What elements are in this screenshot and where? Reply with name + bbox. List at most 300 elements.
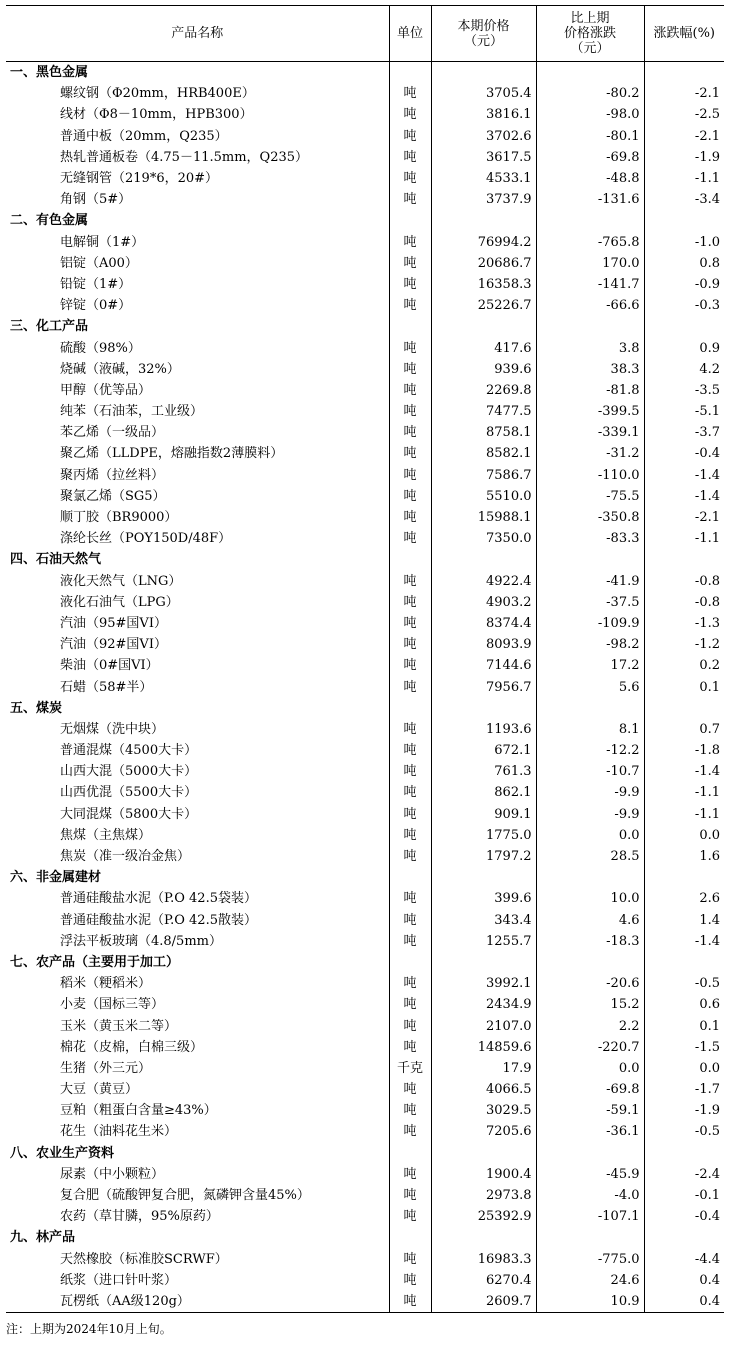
table-row [6, 337, 724, 358]
current-price-cell: 2269.8 [431, 380, 536, 401]
empty-cell [389, 952, 431, 973]
table-row [6, 274, 724, 295]
change-percent-cell: -1.2 [644, 634, 724, 655]
price-table [6, 5, 724, 1313]
change-percent-cell: -2.1 [644, 83, 724, 104]
section-row [6, 316, 724, 337]
section-title: 四、石油天然气 [10, 552, 102, 568]
current-price-cell: 2434.9 [431, 994, 536, 1015]
empty-cell [536, 698, 644, 719]
price-change-cell: 170.0 [536, 253, 644, 274]
table-row [6, 528, 724, 549]
price-change-cell: 0.0 [536, 1058, 644, 1079]
unit-cell: 吨 [389, 486, 431, 507]
change-percent-cell: -0.8 [644, 592, 724, 613]
unit-cell: 吨 [389, 1206, 431, 1227]
table-row [6, 676, 724, 697]
table-row [6, 1185, 724, 1206]
product-name-cell: 聚丙烯（拉丝料） [60, 467, 165, 483]
unit-cell: 吨 [389, 295, 431, 316]
section-row [6, 952, 724, 973]
table-row [6, 973, 724, 994]
unit-cell: 千克 [389, 1058, 431, 1079]
header-price-change-line1: 比上期 [570, 11, 610, 26]
price-change-cell: -765.8 [536, 232, 644, 253]
price-change-cell: -131.6 [536, 189, 644, 210]
price-change-cell: -109.9 [536, 613, 644, 634]
price-change-cell: 0.0 [536, 825, 644, 846]
table-row [6, 486, 724, 507]
change-percent-cell: 1.4 [644, 910, 724, 931]
table-row [6, 1270, 724, 1291]
header-price-change-line2: 价格涨跌 [563, 26, 616, 41]
change-percent-cell: -0.9 [644, 274, 724, 295]
header-price-change-line3: （元） [570, 41, 610, 56]
price-change-cell: -107.1 [536, 1206, 644, 1227]
product-name-cell: 稻米（粳稻米） [60, 976, 152, 992]
price-change-cell: -66.6 [536, 295, 644, 316]
unit-cell: 吨 [389, 253, 431, 274]
change-percent-cell: -1.0 [644, 232, 724, 253]
product-name-cell: 焦炭（准一级冶金焦） [60, 849, 191, 865]
price-change-cell: -12.2 [536, 740, 644, 761]
change-percent-cell: -2.4 [644, 1164, 724, 1185]
empty-cell [389, 316, 431, 337]
unit-cell: 吨 [389, 655, 431, 676]
product-name-cell: 顺丁胶（BR9000） [60, 510, 178, 526]
current-price-cell: 3737.9 [431, 189, 536, 210]
unit-cell: 吨 [389, 359, 431, 380]
unit-cell: 吨 [389, 804, 431, 825]
change-percent-cell: -3.4 [644, 189, 724, 210]
product-name-cell: 硫酸（98%） [60, 340, 141, 356]
product-name-cell: 电解铜（1#） [60, 234, 145, 250]
change-percent-cell: -1.1 [644, 804, 724, 825]
current-price-cell: 5510.0 [431, 486, 536, 507]
empty-cell [644, 1143, 724, 1164]
table-row [6, 761, 724, 782]
table-row [6, 1100, 724, 1121]
price-change-cell: 3.8 [536, 337, 644, 358]
product-name-cell: 聚乙烯（LLDPE，熔融指数2薄膜料） [60, 446, 284, 462]
unit-cell: 吨 [389, 613, 431, 634]
empty-cell [431, 316, 536, 337]
product-name-cell: 花生（油料花生米） [60, 1124, 178, 1140]
price-change-cell: 10.0 [536, 888, 644, 909]
product-name-cell: 浮法平板玻璃（4.8/5mm） [60, 933, 222, 949]
price-change-cell: -83.3 [536, 528, 644, 549]
product-name-cell: 甲醇（优等品） [60, 382, 152, 398]
unit-cell: 吨 [389, 761, 431, 782]
price-change-cell: -80.1 [536, 126, 644, 147]
current-price-cell: 1193.6 [431, 719, 536, 740]
table-row [6, 168, 724, 189]
product-name-cell: 玉米（黄玉米二等） [60, 1018, 178, 1034]
empty-cell [431, 1227, 536, 1248]
price-change-cell: -69.8 [536, 147, 644, 168]
change-percent-cell: 0.4 [644, 1270, 724, 1291]
table-row [6, 1015, 724, 1036]
table-row [6, 443, 724, 464]
current-price-cell: 3992.1 [431, 973, 536, 994]
unit-cell: 吨 [389, 782, 431, 803]
current-price-cell: 3702.6 [431, 126, 536, 147]
change-percent-cell: -3.7 [644, 422, 724, 443]
table-row [6, 740, 724, 761]
section-title: 九、林产品 [10, 1230, 76, 1246]
change-percent-cell: -3.5 [644, 380, 724, 401]
price-change-cell: 28.5 [536, 846, 644, 867]
product-name-cell: 涤纶长丝（POY150D/48F） [60, 531, 232, 547]
change-percent-cell: -1.9 [644, 147, 724, 168]
table-row [6, 910, 724, 931]
product-name-cell: 瓦楞纸（AA级120g） [6, 1291, 389, 1313]
change-percent-cell: -1.4 [644, 931, 724, 952]
change-percent-cell: -4.4 [644, 1249, 724, 1270]
table-header [6, 6, 724, 62]
change-percent-cell: 0.7 [644, 719, 724, 740]
price-change-cell: -75.5 [536, 486, 644, 507]
table-row [6, 1058, 724, 1079]
change-percent-cell: -0.5 [644, 1121, 724, 1142]
current-price-cell: 3816.1 [431, 104, 536, 125]
section-row [6, 62, 724, 84]
current-price-cell: 7956.7 [431, 676, 536, 697]
unit-cell: 吨 [389, 189, 431, 210]
unit-cell: 吨 [389, 1015, 431, 1036]
current-price-cell: 2107.0 [431, 1015, 536, 1036]
empty-cell [389, 698, 431, 719]
product-name-cell: 石蜡（58#半） [60, 679, 153, 695]
product-name-cell: 普通硅酸盐水泥（P.O 42.5散装） [60, 912, 257, 928]
current-price-cell: 4533.1 [431, 168, 536, 189]
table-row [6, 147, 724, 168]
header-current-price [431, 6, 536, 62]
product-name-cell: 铅锭（1#） [60, 276, 132, 292]
section-row [6, 549, 724, 570]
header-change-percent-text: 涨跌幅(%) [653, 26, 715, 41]
change-percent-cell: -0.1 [644, 1185, 724, 1206]
price-change-cell: -110.0 [536, 465, 644, 486]
current-price-cell: 16983.3 [431, 1249, 536, 1270]
unit-cell: 吨 [389, 465, 431, 486]
price-change-cell: -80.2 [536, 83, 644, 104]
section-title: 二、有色金属 [10, 213, 89, 229]
unit-cell: 吨 [389, 1249, 431, 1270]
section-row [6, 1143, 724, 1164]
footnote: 注：上期为2024年10月上旬。 [6, 1322, 172, 1336]
unit-cell: 吨 [389, 380, 431, 401]
change-percent-cell: -1.3 [644, 613, 724, 634]
empty-cell [644, 62, 724, 84]
current-price-cell: 4922.4 [431, 571, 536, 592]
table-row [6, 782, 724, 803]
unit-cell: 吨 [389, 422, 431, 443]
product-name-cell: 大豆（黄豆） [60, 1082, 139, 1098]
unit-cell: 吨 [389, 1270, 431, 1291]
change-percent-cell: -1.9 [644, 1100, 724, 1121]
product-name-cell: 液化石油气（LPG） [60, 594, 179, 610]
price-change-cell: -18.3 [536, 931, 644, 952]
product-name-cell: 锌锭（0#） [60, 298, 132, 314]
section-title: 三、化工产品 [10, 319, 89, 335]
price-change-cell: -399.5 [536, 401, 644, 422]
change-percent-cell: -5.1 [644, 401, 724, 422]
unit-cell: 吨 [389, 592, 431, 613]
table-row [6, 994, 724, 1015]
product-name-cell: 苯乙烯（一级品） [60, 425, 165, 441]
change-percent-cell: 0.1 [644, 1015, 724, 1036]
change-percent-cell: -0.4 [644, 1206, 724, 1227]
table-row [6, 931, 724, 952]
empty-cell [644, 316, 724, 337]
price-change-cell: 24.6 [536, 1270, 644, 1291]
change-percent-cell: -1.7 [644, 1079, 724, 1100]
change-percent-cell: -2.1 [644, 126, 724, 147]
unit-cell: 吨 [389, 994, 431, 1015]
table-row [6, 804, 724, 825]
section-title: 八、农业生产资料 [10, 1145, 115, 1161]
current-price-cell: 399.6 [431, 888, 536, 909]
current-price-cell: 7205.6 [431, 1121, 536, 1142]
change-percent-cell: -0.5 [644, 973, 724, 994]
current-price-cell: 672.1 [431, 740, 536, 761]
price-change-cell: -20.6 [536, 973, 644, 994]
current-price-cell: 1775.0 [431, 825, 536, 846]
price-change-cell: -37.5 [536, 592, 644, 613]
price-change-cell: -220.7 [536, 1037, 644, 1058]
product-name-cell: 汽油（92#国VI） [60, 637, 167, 653]
unit-cell: 吨 [389, 337, 431, 358]
empty-cell [389, 210, 431, 231]
current-price-cell: 25392.9 [431, 1206, 536, 1227]
price-change-cell: 10.9 [536, 1291, 644, 1313]
change-percent-cell: 2.6 [644, 888, 724, 909]
table-row [6, 83, 724, 104]
product-name-cell: 无缝钢管（219*6，20#） [60, 171, 219, 187]
change-percent-cell: -0.8 [644, 571, 724, 592]
empty-cell [536, 316, 644, 337]
current-price-cell: 1900.4 [431, 1164, 536, 1185]
product-name-cell: 热轧普通板卷（4.75－11.5mm，Q235） [60, 149, 309, 165]
empty-cell [536, 952, 644, 973]
product-name-cell: 天然橡胶（标准胶SCRWF） [60, 1251, 228, 1267]
product-name-cell: 农药（草甘膦，95%原药） [60, 1209, 219, 1225]
price-change-cell: -48.8 [536, 168, 644, 189]
table-row [6, 422, 724, 443]
product-name-cell: 烧碱（液碱，32%） [60, 361, 180, 377]
unit-cell: 吨 [389, 825, 431, 846]
empty-cell [644, 210, 724, 231]
product-name-cell: 复合肥（硫酸钾复合肥，氮磷钾含量45%） [60, 1188, 310, 1204]
change-percent-cell: -1.4 [644, 465, 724, 486]
empty-cell [644, 952, 724, 973]
current-price-cell: 16358.3 [431, 274, 536, 295]
empty-cell [431, 62, 536, 84]
price-change-cell: -69.8 [536, 1079, 644, 1100]
unit-cell: 吨 [389, 1037, 431, 1058]
table-row [6, 592, 724, 613]
current-price-cell: 20686.7 [431, 253, 536, 274]
section-row [6, 1227, 724, 1248]
current-price-cell: 1255.7 [431, 931, 536, 952]
change-percent-cell: -1.1 [644, 168, 724, 189]
header-product-name-text: 产品名称 [171, 26, 224, 41]
current-price-cell: 3029.5 [431, 1100, 536, 1121]
product-name-cell: 聚氯乙烯（SG5） [60, 488, 166, 504]
unit-cell: 吨 [389, 1291, 431, 1313]
price-change-cell: -98.0 [536, 104, 644, 125]
product-name-cell: 纸浆（进口针叶浆） [60, 1272, 178, 1288]
table-row [6, 507, 724, 528]
unit-cell: 吨 [389, 571, 431, 592]
current-price-cell: 8093.9 [431, 634, 536, 655]
unit-cell: 吨 [389, 401, 431, 422]
change-percent-cell: -2.5 [644, 104, 724, 125]
header-change-percent [644, 6, 724, 62]
change-percent-cell: 0.0 [644, 1058, 724, 1079]
current-price-cell: 7477.5 [431, 401, 536, 422]
section-title: 五、煤炭 [10, 700, 63, 716]
empty-cell [431, 210, 536, 231]
product-name-cell: 纯苯（石油苯，工业级） [60, 404, 204, 420]
product-name-cell: 普通混煤（4500大卡） [60, 743, 198, 759]
section-title: 一、黑色金属 [10, 65, 89, 81]
product-name-cell: 生猪（外三元） [60, 1060, 152, 1076]
unit-cell: 吨 [389, 719, 431, 740]
change-percent-cell: -1.4 [644, 486, 724, 507]
table-row [6, 888, 724, 909]
price-change-cell: -59.1 [536, 1100, 644, 1121]
price-change-cell: 38.3 [536, 359, 644, 380]
empty-cell [389, 549, 431, 570]
unit-cell: 吨 [389, 1079, 431, 1100]
price-change-cell: -45.9 [536, 1164, 644, 1185]
table-row [6, 295, 724, 316]
change-percent-cell: -0.4 [644, 443, 724, 464]
product-name-cell: 螺纹钢（Φ20mm，HRB400E） [60, 86, 255, 102]
empty-cell [536, 867, 644, 888]
empty-cell [536, 62, 644, 84]
unit-cell: 吨 [389, 83, 431, 104]
table-row [6, 825, 724, 846]
current-price-cell: 8582.1 [431, 443, 536, 464]
empty-cell [389, 62, 431, 84]
current-price-cell: 2973.8 [431, 1185, 536, 1206]
current-price-cell: 25226.7 [431, 295, 536, 316]
table-row [6, 1206, 724, 1227]
unit-cell: 吨 [389, 888, 431, 909]
empty-cell [389, 867, 431, 888]
table-row [6, 126, 724, 147]
current-price-cell: 939.6 [431, 359, 536, 380]
table-row [6, 719, 724, 740]
unit-cell: 吨 [389, 126, 431, 147]
empty-cell [431, 1143, 536, 1164]
current-price-cell: 761.3 [431, 761, 536, 782]
change-percent-cell: -0.3 [644, 295, 724, 316]
product-name-cell: 柴油（0#国VI） [60, 658, 159, 674]
section-title: 六、非金属建材 [10, 870, 102, 886]
empty-cell [644, 549, 724, 570]
unit-cell: 吨 [389, 634, 431, 655]
price-change-cell: -350.8 [536, 507, 644, 528]
current-price-cell: 1797.2 [431, 846, 536, 867]
current-price-cell: 2609.7 [431, 1291, 536, 1313]
price-change-cell: -9.9 [536, 804, 644, 825]
price-change-cell: 2.2 [536, 1015, 644, 1036]
table-row [6, 359, 724, 380]
unit-cell: 吨 [389, 274, 431, 295]
change-percent-cell: 4.2 [644, 359, 724, 380]
product-name-cell: 尿素（中小颗粒） [60, 1166, 165, 1182]
empty-cell [389, 1227, 431, 1248]
product-name-cell: 液化天然气（LNG） [60, 573, 182, 589]
table-row [6, 1121, 724, 1142]
table-row [6, 1164, 724, 1185]
empty-cell [431, 867, 536, 888]
current-price-cell: 417.6 [431, 337, 536, 358]
unit-cell: 吨 [389, 910, 431, 931]
current-price-cell: 17.9 [431, 1058, 536, 1079]
current-price-cell: 909.1 [431, 804, 536, 825]
change-percent-cell: 0.8 [644, 253, 724, 274]
table-row [6, 465, 724, 486]
change-percent-cell: 0.4 [644, 1291, 724, 1313]
header-current-price-line2: （元） [463, 33, 503, 49]
table-row [6, 1249, 724, 1270]
price-change-cell: -775.0 [536, 1249, 644, 1270]
current-price-cell: 6270.4 [431, 1270, 536, 1291]
product-name-cell: 汽油（95#国VI） [60, 615, 167, 631]
current-price-cell: 4066.5 [431, 1079, 536, 1100]
change-percent-cell: 0.2 [644, 655, 724, 676]
product-name-cell: 角钢（5#） [60, 192, 132, 208]
header-unit-text: 单位 [396, 26, 423, 41]
table-row [6, 1079, 724, 1100]
price-change-cell: -9.9 [536, 782, 644, 803]
empty-cell [536, 210, 644, 231]
change-percent-cell: 0.1 [644, 676, 724, 697]
table-row [6, 1291, 724, 1313]
product-name-cell: 焦煤（主焦煤） [60, 827, 152, 843]
unit-cell: 吨 [389, 168, 431, 189]
table-row [6, 571, 724, 592]
current-price-cell: 343.4 [431, 910, 536, 931]
empty-cell [536, 1227, 644, 1248]
current-price-cell: 7586.7 [431, 465, 536, 486]
section-row [6, 867, 724, 888]
change-percent-cell: 1.6 [644, 846, 724, 867]
current-price-cell: 4903.2 [431, 592, 536, 613]
product-name-cell: 普通硅酸盐水泥（P.O 42.5袋装） [60, 891, 257, 907]
product-name-cell: 豆粕（粗蛋白含量≥43%） [60, 1103, 217, 1119]
unit-cell: 吨 [389, 973, 431, 994]
price-change-cell: 4.6 [536, 910, 644, 931]
empty-cell [431, 952, 536, 973]
table-row [6, 655, 724, 676]
change-percent-cell: 0.0 [644, 825, 724, 846]
product-name-cell: 棉花（皮棉，白棉三级） [60, 1039, 204, 1055]
empty-cell [431, 698, 536, 719]
product-name-cell: 无烟煤（洗中块） [60, 721, 165, 737]
unit-cell: 吨 [389, 1185, 431, 1206]
current-price-cell: 7144.6 [431, 655, 536, 676]
price-change-cell: -31.2 [536, 443, 644, 464]
table-row [6, 613, 724, 634]
unit-cell: 吨 [389, 740, 431, 761]
price-change-cell: -141.7 [536, 274, 644, 295]
